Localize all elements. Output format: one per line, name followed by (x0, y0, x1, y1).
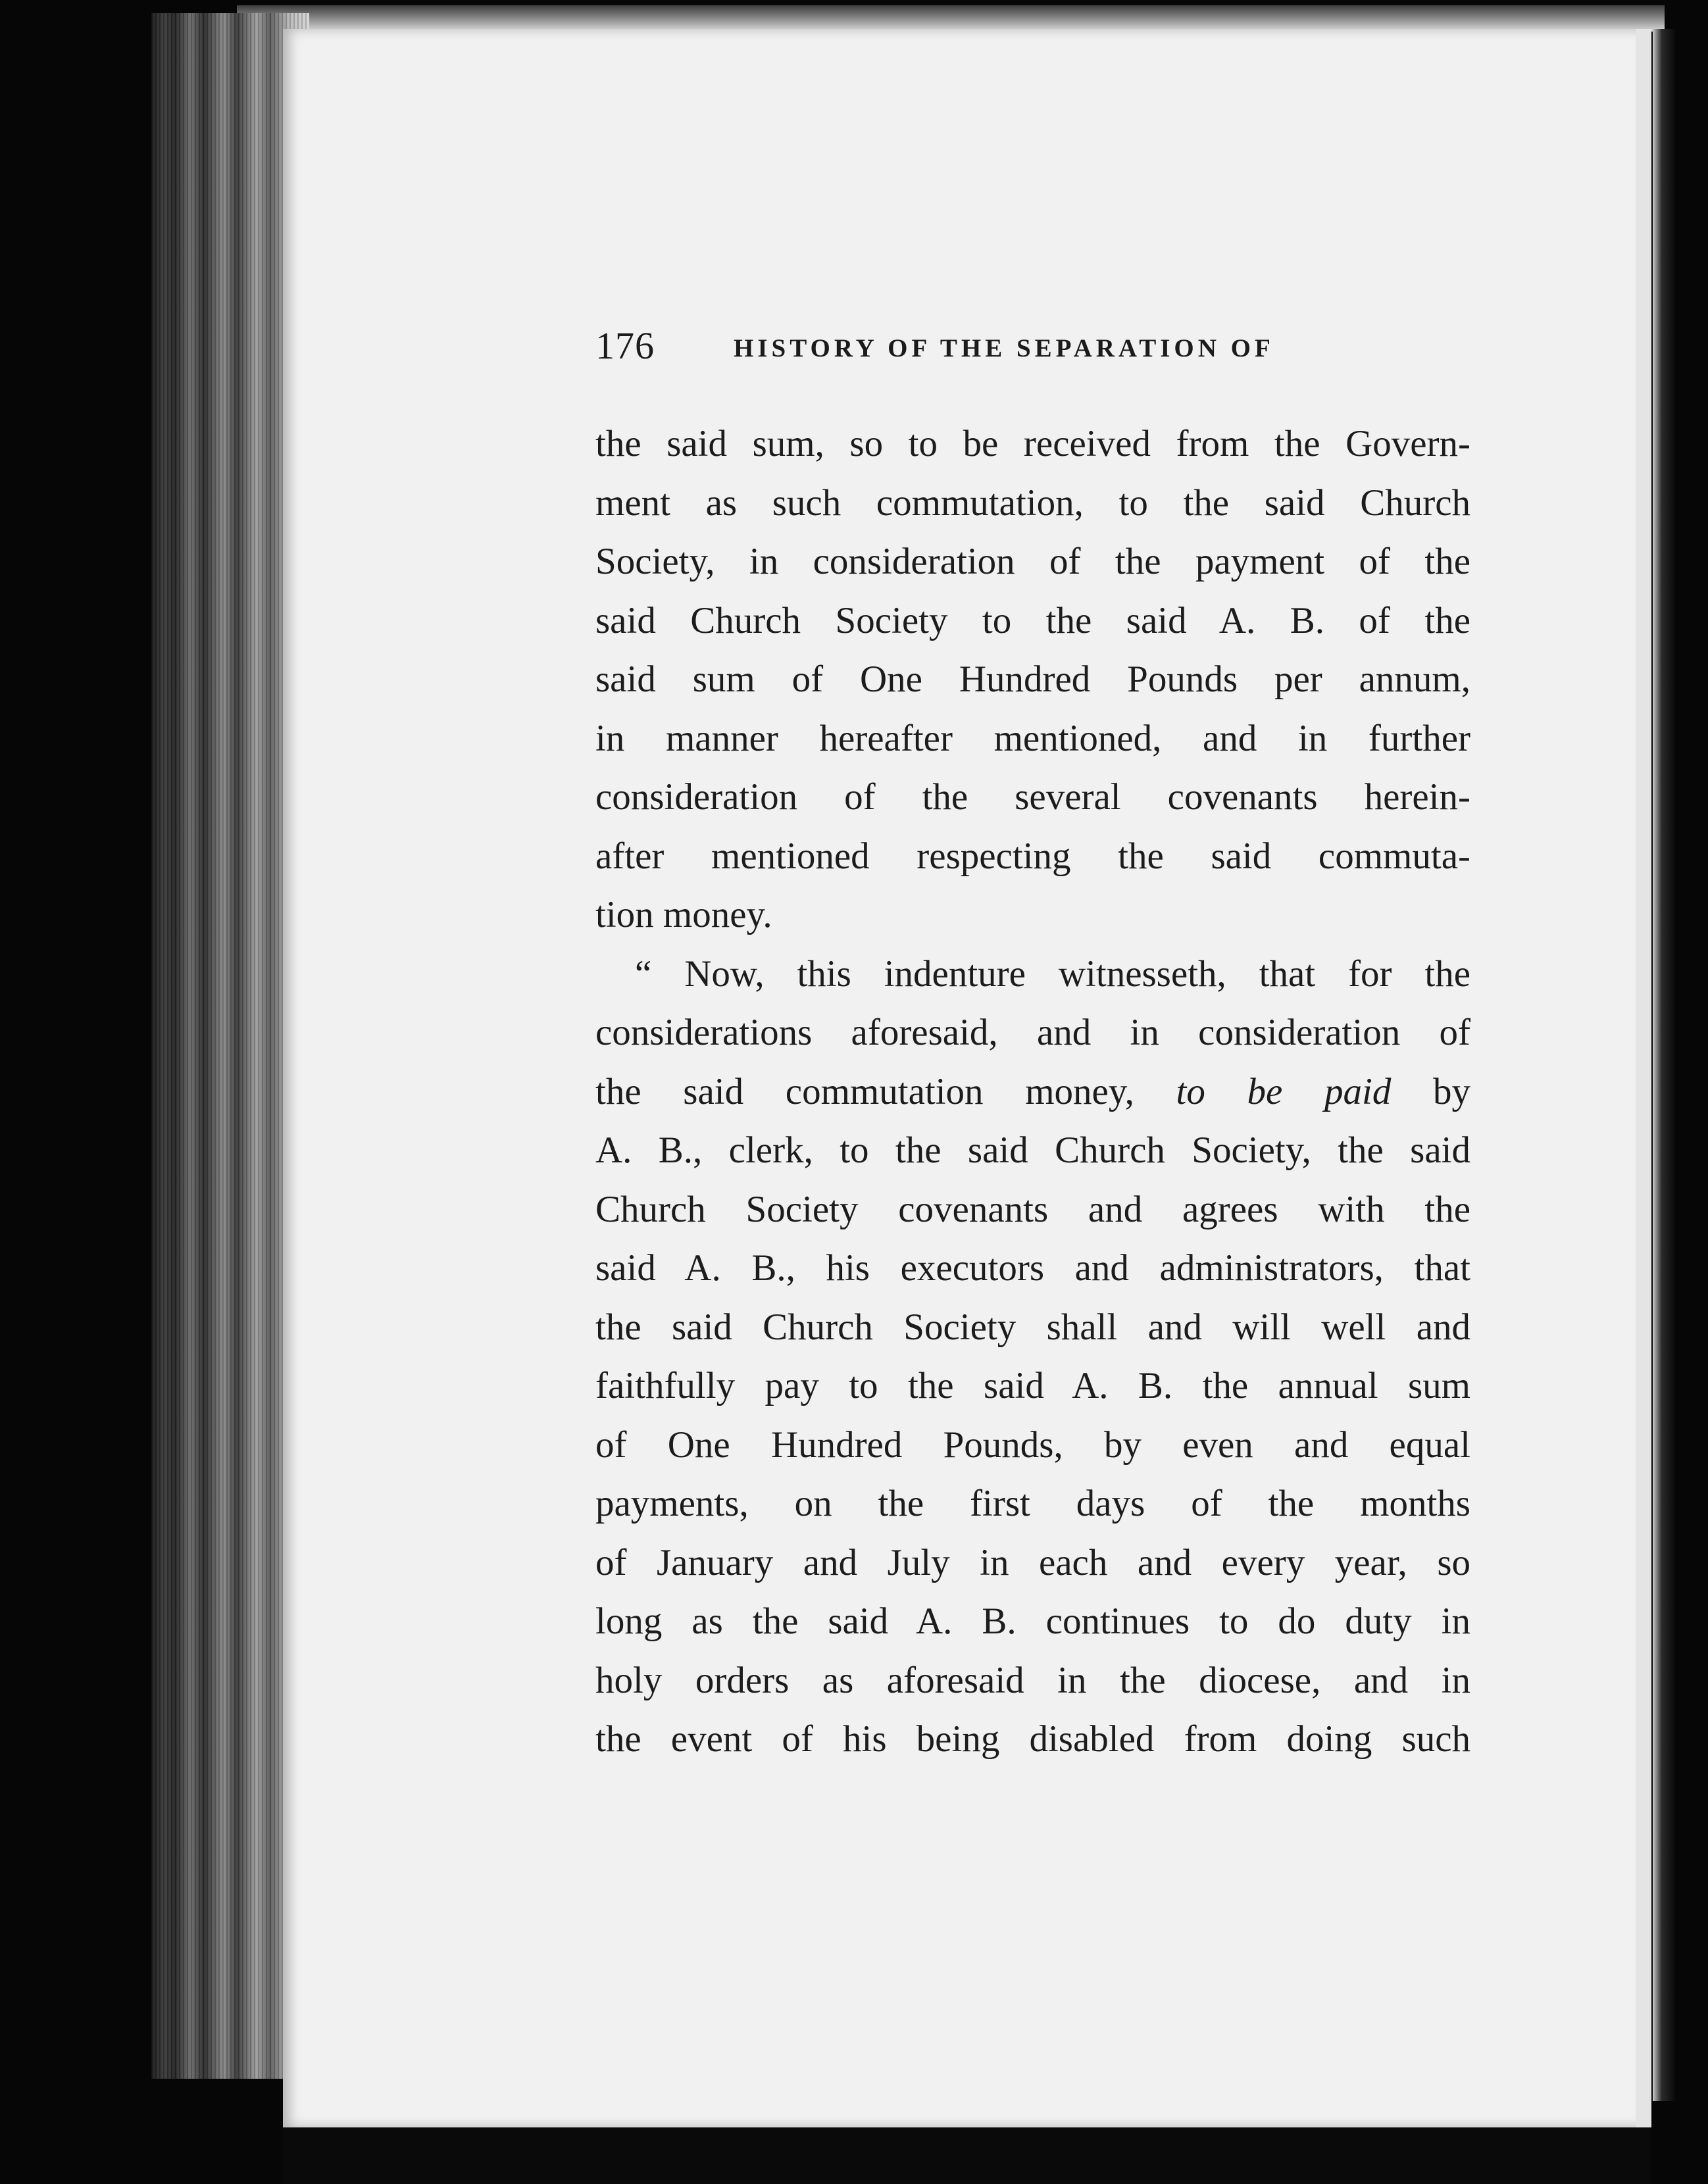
text-line: holy orders as aforesaid in the diocese, and in (595, 1659, 1470, 1701)
page-top-edge (237, 5, 1665, 32)
text-line: of One Hundred Pounds, by even and equal (595, 1424, 1470, 1466)
text-segment: the said commutation money, (595, 1070, 1134, 1112)
page-gutter (1636, 29, 1651, 2127)
text-line: “ Now, this indenture witnesseth, that for the (635, 953, 1470, 995)
right-binding-edge (1653, 29, 1675, 2101)
text-line: A. B., clerk, to the said Church Society, the said (595, 1129, 1470, 1171)
text-line: said sum of One Hundred Pounds per annum, (595, 658, 1470, 700)
text-line: long as the said A. B. continues to do duty in (595, 1601, 1470, 1642)
text-line (595, 1062, 1470, 1122)
italic-phrase: to be paid (1176, 1070, 1392, 1112)
text-line: Church Society covenants and agrees with the (595, 1188, 1470, 1230)
text-line: said A. B., his executors and administrators, that (595, 1247, 1470, 1289)
text-line: tion money. (595, 894, 772, 935)
text-line: the said Church Society shall and will well and (595, 1306, 1470, 1348)
text-line: after mentioned respecting the said commuta- (595, 835, 1470, 877)
text-line: in manner hereafter mentioned, and in further (595, 717, 1470, 759)
text-line: said Church Society to the said A. B. of the (595, 599, 1470, 641)
text-line: consideration of the several covenants herein- (595, 776, 1470, 818)
page-number: 176 (595, 324, 655, 367)
text-line: Society, in consideration of the payment of the (595, 541, 1470, 582)
text-segment: by (1433, 1070, 1470, 1112)
text-line: the said sum, so to be received from the Govern- (595, 423, 1470, 464)
bottom-shadow (283, 2127, 1651, 2184)
text-line: payments, on the first days of the months (595, 1483, 1470, 1524)
running-title: HISTORY OF THE SEPARATION OF (734, 334, 1274, 362)
text-line: the event of his being disabled from doing such (595, 1718, 1470, 1760)
text-line: of January and July in each and every year, so (595, 1541, 1470, 1583)
running-head (595, 324, 1470, 376)
text-line: ment as such commutation, to the said Church (595, 482, 1470, 524)
text-line: considerations aforesaid, and in consideration of (595, 1012, 1470, 1053)
body-text (595, 414, 1470, 1769)
text-line: faithfully pay to the said A. B. the annual sum (595, 1365, 1470, 1406)
